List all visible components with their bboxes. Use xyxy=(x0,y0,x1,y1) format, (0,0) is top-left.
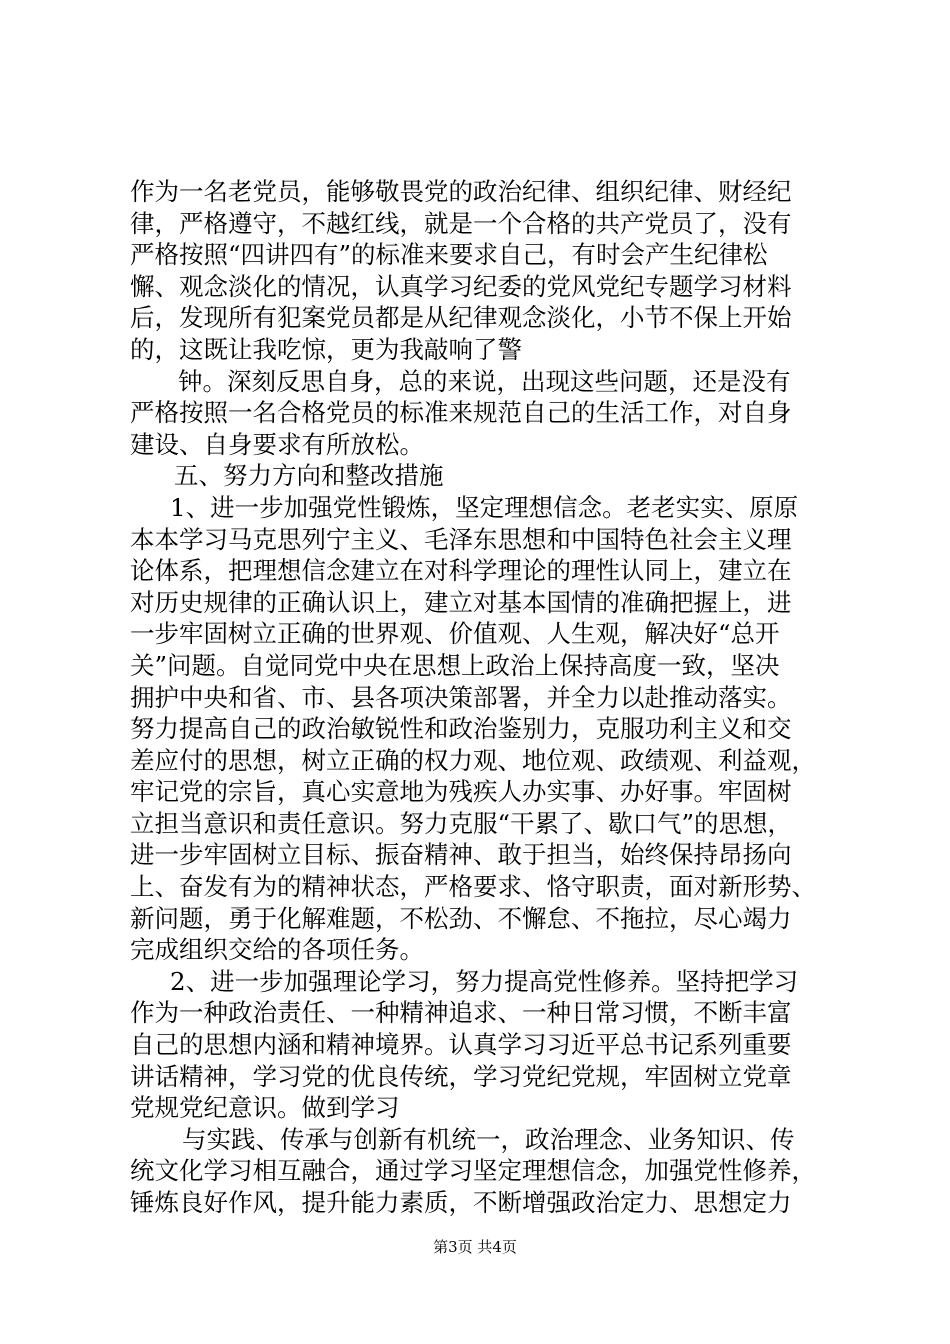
text-line: 一步牢固树立正确的世界观、价值观、人生观，解决好“总开 xyxy=(130,619,780,649)
text-line: 努力提高自己的政治敏锐性和政治鉴别力，克服功利主义和交 xyxy=(130,714,792,744)
text-line: 对历史规律的正确认识上，建立对基本国情的准确把握上，进 xyxy=(130,587,792,617)
text-line: 1、进一步加强党性锻炼，坚定理想信念。老老实实、原原 xyxy=(170,492,799,522)
text-line: 作为一名老党员，能够敬畏党的政治纪律、组织纪律、财经纪 xyxy=(130,177,792,206)
text-line: 后，发现所有犯案党员都是从纪律观念淡化，小节不保上开始 xyxy=(130,303,792,333)
body-text xyxy=(130,176,830,1219)
text-line: 差应付的思想，树立正确的权力观、地位观、政绩观、利益观， xyxy=(130,745,816,775)
text-line: 钟。深刻反思自身，总的来说，出现这些问题，还是没有 xyxy=(178,366,791,396)
text-line: 建设、自身要求有所放松。 xyxy=(130,429,424,459)
text-line: 新问题，勇于化解难题，不松劲、不懈怠、不拖拉，尽心竭力 xyxy=(130,903,792,933)
text-line: 党规党纪意识。做到学习 xyxy=(130,1093,400,1123)
text-line: 统文化学习相互融合，通过学习坚定理想信念，加强党性修养， xyxy=(130,1156,816,1186)
text-line: 严格按照“四讲四有”的标准来要求自己，有时会产生纪律松 xyxy=(130,240,768,270)
text-line: 进一步牢固树立目标、振奋精神、敢于担当，始终保持昂扬向 xyxy=(130,840,792,870)
text-line: 2、进一步加强理论学习，努力提高党性修养。坚持把学习 xyxy=(170,966,799,996)
text-line: 作为一种政治责任、一种精神追求、一种日常习惯，不断丰富 xyxy=(130,998,792,1028)
text-line: 的，这既让我吃惊，更为我敲响了警 xyxy=(130,334,522,364)
text-line: 本本学习马克思列宁主义、毛泽东思想和中国特色社会主义理 xyxy=(130,524,792,554)
text-line: 懈、观念淡化的情况，认真学习纪委的党风党纪专题学习材料 xyxy=(130,271,792,301)
section-heading: 五、努力方向和整改措施 xyxy=(174,461,444,491)
text-line: 自己的思想内涵和精神境界。认真学习习近平总书记系列重要 xyxy=(130,1030,792,1060)
text-line: 论体系，把理想信念建立在对科学理论的理性认同上，建立在 xyxy=(130,556,792,586)
page-number: 第3页 共4页 xyxy=(433,1238,517,1256)
text-line: 拥护中央和省、市、县各项决策部署，并全力以赴推动落实。 xyxy=(130,682,792,712)
text-line: 牢记党的宗旨，真心实意地为残疾人办实事、办好事。牢固树 xyxy=(130,777,792,807)
text-line: 关”问题。自觉同党中央在思想上政治上保持高度一致，坚决 xyxy=(130,650,780,680)
text-line: 上、奋发有为的精神状态，严格要求、恪守职责，面对新形势、 xyxy=(130,872,816,902)
text-line: 完成组织交给的各项任务。 xyxy=(130,935,424,965)
text-line: 锤炼良好作风，提升能力素质，不断增强政治定力、思想定力 xyxy=(130,1188,792,1217)
text-line: 律，严格遵守，不越红线，就是一个合格的共产党员了，没有 xyxy=(130,208,792,238)
text-line: 严格按照一名合格党员的标准来规范自己的生活工作，对自身 xyxy=(130,398,792,428)
text-line: 与实践、传承与创新有机统一，政治理念、业务知识、传 xyxy=(182,1124,795,1154)
text-line: 讲话精神，学习党的优良传统，学习党纪党规，牢固树立党章 xyxy=(130,1061,792,1091)
text-line: 立担当意识和责任意识。努力克服“干累了、歇口气”的思想， xyxy=(130,808,793,838)
